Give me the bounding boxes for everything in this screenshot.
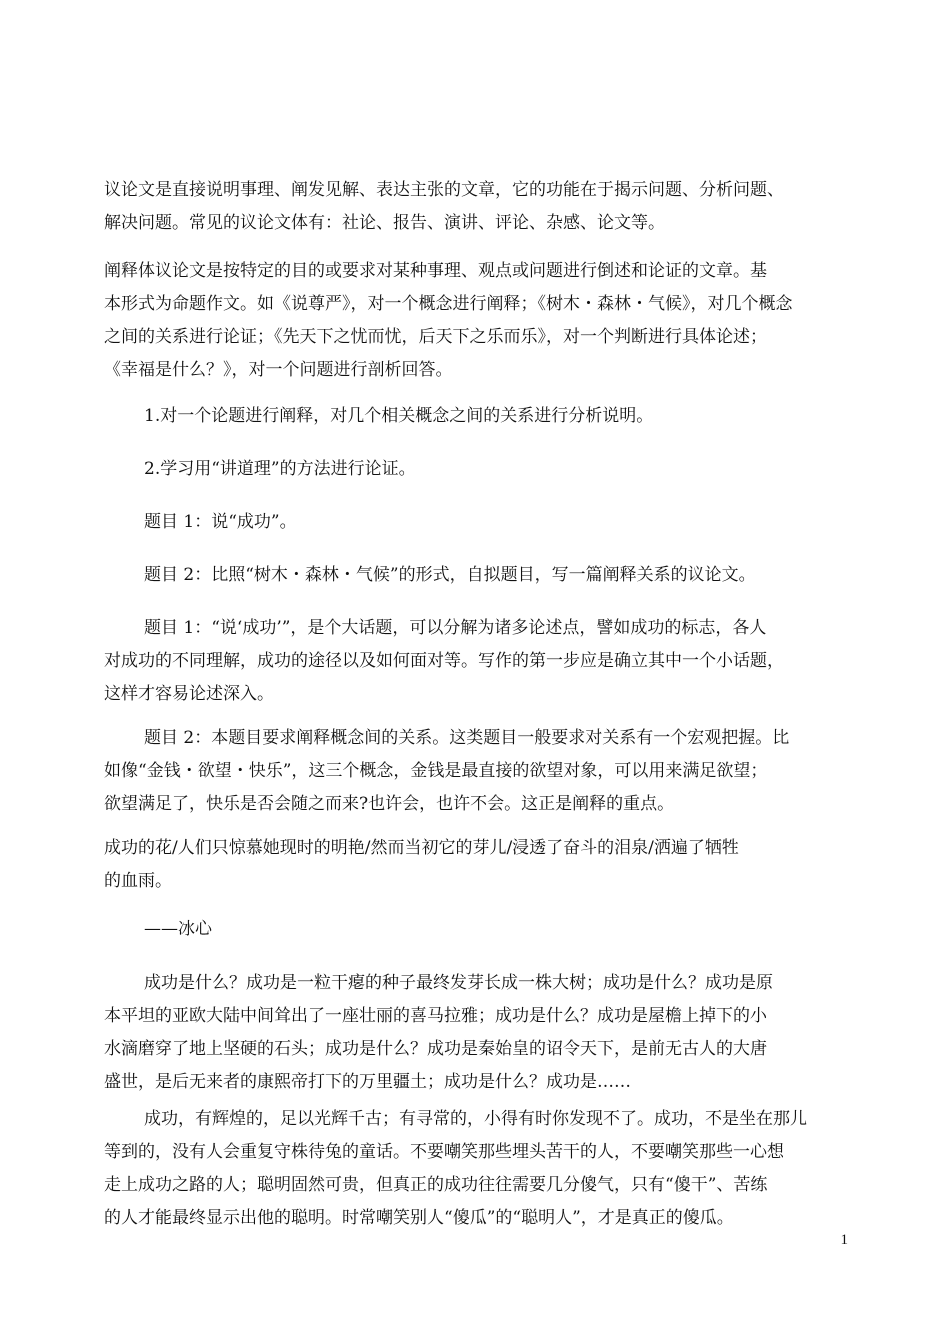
text-line: 成功的花/人们只惊慕她现时的明艳/然而当初它的芽儿/浸透了奋斗的泪泉/洒遍了牺牲 (104, 838, 739, 858)
text-line: 题目 1：“说‘成功’”，是个大话题，可以分解为诸多论述点，譬如成功的标志，各人 (144, 618, 767, 638)
text-line: 对成功的不同理解，成功的途径以及如何面对等。写作的第一步应是确立其中一个小话题， (104, 651, 784, 671)
text-line: 之间的关系进行论证；《先天下之忧而忧，后天下之乐而乐》，对一个判断进行具体论述； (104, 327, 767, 347)
text-line: 欲望满足了，快乐是否会随之而来?也许会，也许不会。这正是阐释的重点。 (104, 794, 675, 814)
page-number: 1 (840, 1232, 848, 1248)
paragraph-topic-2 (104, 559, 849, 592)
text-line: 等到的，没有人会重复守株待兔的童话。不要嘲笑那些埋头苦干的人，不要嘲笑那些一心想 (104, 1142, 784, 1162)
paragraph-definition (104, 255, 849, 387)
text-line: 盛世，是后无来者的康熙帝打下的万里疆土；成功是什么？成功是…… (104, 1072, 631, 1092)
text-line: 1.对一个论题进行阐释，对几个相关概念之间的关系进行分析说明。 (144, 406, 654, 426)
text-line: 题目 2：比照“树木・森林・气候”的形式，自拟题目，写一篇阐释关系的议论文。 (144, 565, 756, 585)
text-line: 题目 2：本题目要求阐释概念间的关系。这类题目一般要求对关系有一个宏观把握。比 (144, 728, 790, 748)
paragraph-quote (104, 832, 849, 898)
text-line: 阐释体议论文是按特定的目的或要求对某种事理、观点或问题进行倒述和论证的文章。基 (104, 261, 767, 281)
text-line: 的人才能最终显示出他的聪明。时常嘲笑别人“傻瓜”的“聪明人”，才是真正的傻瓜。 (104, 1208, 734, 1228)
paragraph-goal-1 (104, 400, 849, 433)
text-line: 如像“金钱・欲望・快乐”，这三个概念，金钱是最直接的欲望对象，可以用来满足欲望； (104, 761, 768, 781)
text-line: ——冰心 (144, 919, 212, 939)
paragraph-intro (104, 174, 849, 240)
paragraph-what-is-success (104, 967, 849, 1099)
text-line: 2.学习用“讲道理”的方法进行论证。 (144, 459, 416, 479)
text-line: 本平坦的亚欧大陆中间耸出了一座壮丽的喜马拉雅；成功是什么？成功是屋檐上掉下的小 (104, 1006, 767, 1026)
text-line: 成功，有辉煌的，足以光辉千古；有寻常的，小得有时你发现不了。成功，不是坐在那儿 (144, 1109, 807, 1129)
text-line: 水滴磨穿了地上坚硬的石头；成功是什么？成功是秦始皇的诏令天下，是前无古人的大唐 (104, 1039, 767, 1059)
text-line: 走上成功之路的人；聪明固然可贵，但真正的成功往往需要几分傻气，只有“傻干”、苦练 (104, 1175, 768, 1195)
text-line: 题目 1：说“成功”。 (144, 512, 297, 532)
paragraph-topic-1-analysis (104, 612, 849, 711)
text-line: 《幸福是什么？》，对一个问题进行剖析回答。 (104, 360, 453, 380)
quote-attribution (104, 913, 849, 946)
text-line: 解决问题。常见的议论文体有：社论、报告、演讲、评论、杂感、论文等。 (104, 213, 665, 233)
paragraph-topic-1 (104, 506, 849, 539)
text-line: 本形式为命题作文。如《说尊严》，对一个概念进行阐释；《树木・森林・气候》，对几个概念 (104, 294, 793, 314)
paragraph-success-essay (104, 1103, 849, 1235)
text-line: 成功是什么？成功是一粒干瘪的种子最终发芽长成一株大树；成功是什么？成功是原 (144, 973, 773, 993)
text-line: 的血雨。 (104, 871, 172, 891)
paragraph-topic-2-analysis (104, 722, 849, 821)
text-line: 这样才容易论述深入。 (104, 684, 274, 704)
paragraph-goal-2 (104, 453, 849, 486)
text-line: 议论文是直接说明事理、阐发见解、表达主张的文章，它的功能在于揭示问题、分析问题、 (104, 180, 784, 200)
